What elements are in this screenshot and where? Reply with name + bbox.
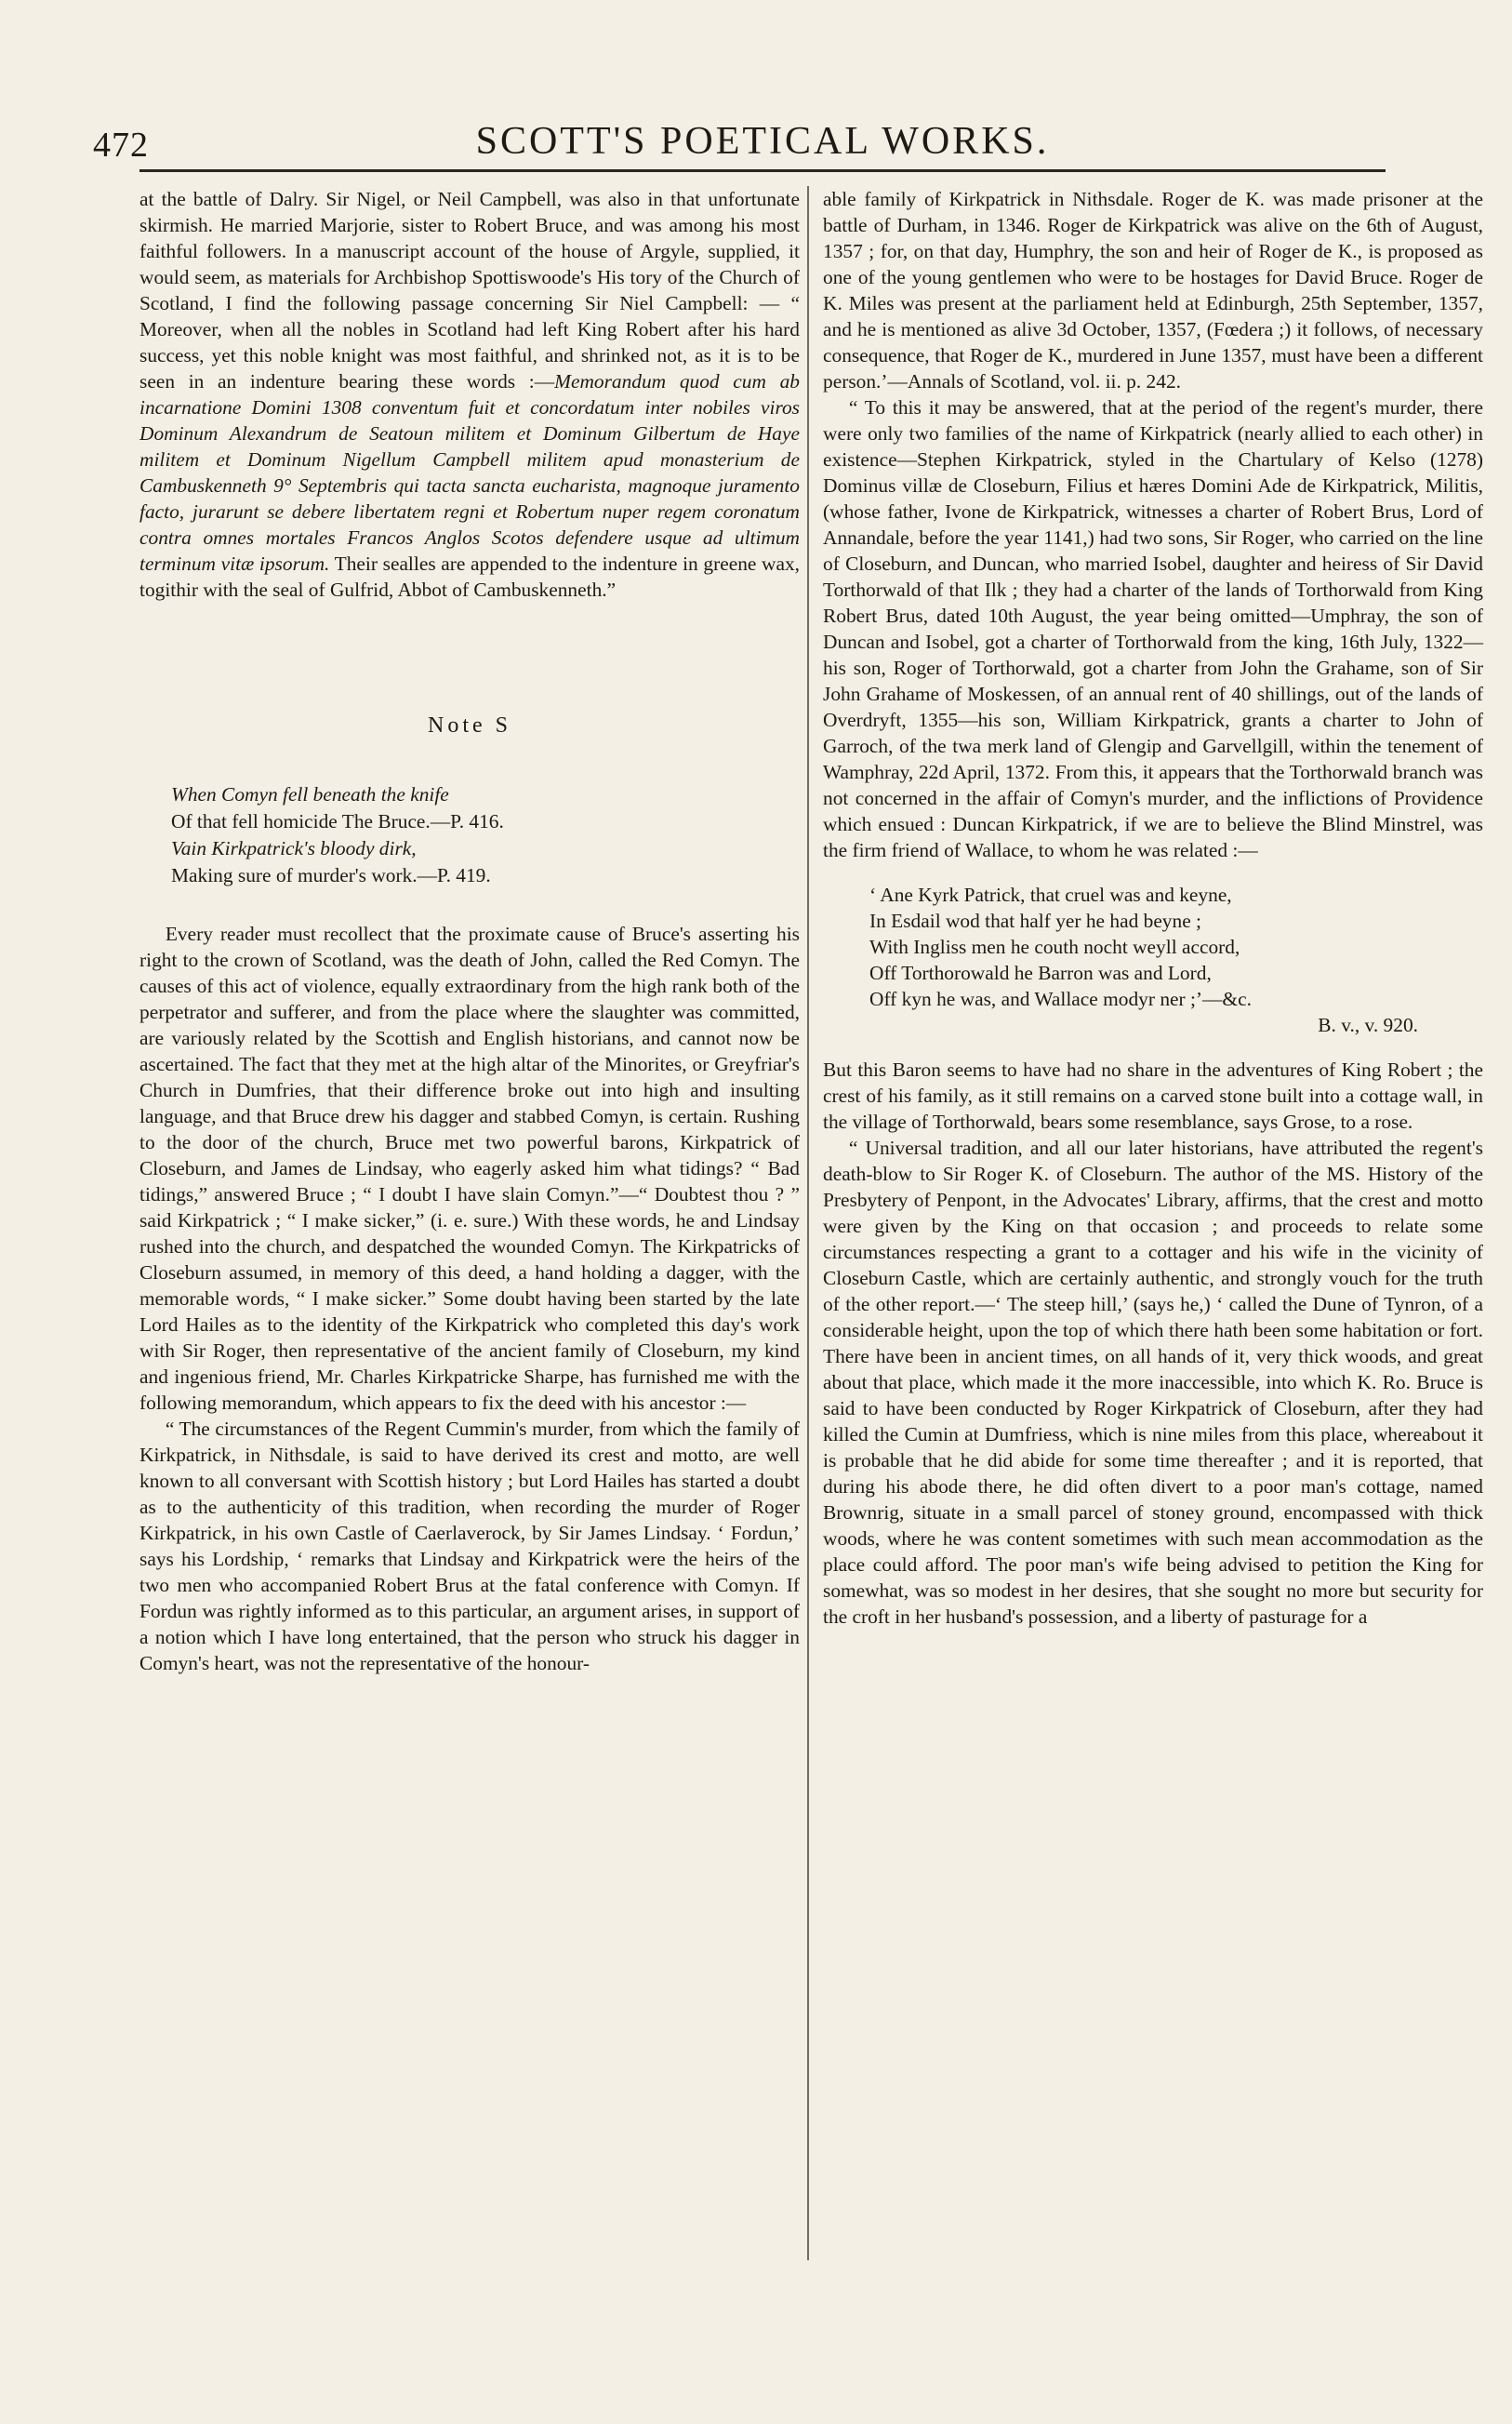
verse-line: Of that fell homicide The Bruce.—P. 416. [171, 810, 504, 832]
left-column [139, 186, 800, 1676]
page-number: 472 [93, 126, 149, 165]
quote-citation: B. v., v. 920. [1318, 1014, 1418, 1036]
verse-line: Making sure of murder's work.—P. 419. [171, 864, 491, 886]
page-reference: —P. 419. [417, 864, 491, 886]
quote-line: ‘ Ane Kyrk Patrick, that cruel was and keyne, [869, 884, 1232, 906]
page-header [93, 119, 1432, 175]
quote-line: With Ingliss men he couth nocht weyll accord, [869, 936, 1240, 958]
left-paragraph-2: Every reader must recollect that the proximate cause of Bruce's asserting his right to the crown of Scotland, was the death of John, called the Red Comyn. The causes of this act of violence, equally extraordinary from the high rank both of the perpetrator and sufferer, and from the place where the slaughter was committed, are variously related by the Scottish and English historians, and cannot now be ascertained. The fact that they met at the high altar of the Minorites, or Greyfriar's Church in Dumfries, that their difference broke out into high and insulting language, and that Bruce drew his dagger and stabbed Comyn, is certain. Rushing to the door of the church, Bruce met two powerful barons, Kirkpatrick of Closeburn, and James de Lindsay, who eagerly asked him what tidings? “ Bad tidings,” answered Bruce ; “ I doubt I have slain Comyn.”—“ Doubtest thou ? ” said Kirkpatrick ; “ I make sicker,” (i. e. sure.) With these words, he and Lindsay rushed into the church, and despatched the wounded Comyn. The Kirkpatricks of Closeburn assumed, in memory of this deed, a hand holding a dagger, with the memorable words, “ I make sicker.” Some doubt having been started by the late Lord Hailes as to the identity of the Kirkpatrick who completed this day's work with Sir Roger, then representative of the ancient family of Closeburn, my kind and ingenious friend, Mr. Charles Kirkpatricke Sharpe, has furnished me with the following memorandum, which appears to fix the deed with his ancestor :— [139, 923, 800, 1414]
right-paragraph-4: “ Universal tradition, and all our later historians, have attributed the regent's death-blow to Sir Roger K. of Closeburn. The author of the MS. History of the Presbytery of Penpont, in the Advocates' Library, affirms, that the crest and motto were given by the King on that occasion ; and proceeds to relate some circumstances respecting a grant to a cottager and his wife in the vicinity of Closeburn Castle, which are certainly authentic, and strongly vouch for the truth of the other report.—‘ The steep hill,’ (says he,) ‘ called the Dune of Tynron, of a considerable height, upon the top of which there hath been some habitation or fort. There have been in ancient times, on all hands of it, very thick woods, and great about that place, which made it the more inaccessible, into which K. Ro. Bruce is said to have been conducted by Roger Kirkpatrick of Closeburn, after they had killed the Cumin at Dumfriess, which is nine miles from this place, whereabout it is probable that he did abide for some time thereafter ; and it is reported, that during his abode there, he did often divert to a poor man's cottage, named Brownrig, situate in a small parcel of stoney ground, encompassed with thick woods, where he was content sometimes with such mean accommodation as the place could afford. The poor man's wife being advised to petition the King for somewhat, was so modest in her desires, that she sought no more but security for the croft in her husband's possession, and a liberty of pasturage for a [823, 1137, 1483, 1628]
left-paragraph-1: at the battle of Dalry. Sir Nigel, or Neil Campbell, was also in that unfortunate skirmish. He married Marjorie, sister to Robert Bruce, and was among his most faithful followers. In a manuscript account of the house of Argyle, supplied, it would seem, as materials for Archbishop Spottiswoode's His tory of the Church of Scotland, I find the following passage concerning Sir Niel Campbell: — “ Moreover, when all the nobles in Scotland had left King Robert after his hard success, yet this noble knight was most faithful, and shrinked not, as it is to be seen in an indenture bearing these words :—Memorandum quod cum ab incarnatione Domini 1308 conventum fuit et concordatum inter nobiles viros Dominum Alexandrum de Seatoun militem et Dominum Gilbertum de Haye militem et Dominum Nigellum Campbell militem apud monasterium de Cambuskenneth 9° Septembris qui tacta sancta eucharista, magnoque juramento facto, jurarunt se debere libertatem regni et Robertum nuper regem coronatum contra omnes mortales Francos Anglos Scotos defendere usque ad ultimum terminum vitæ ipsorum. Their sealles are appended to the indenture in greene wax, togithir with the seal of Gulfrid, Abbot of Cambuskenneth.” [139, 188, 801, 601]
note-heading: Note S [428, 713, 511, 738]
minstrel-quote [869, 882, 1483, 1038]
right-column [823, 186, 1483, 1630]
quote-line: Off Torthorowald he Barron was and Lord, [869, 962, 1212, 984]
right-paragraph-2: “ To this it may be answered, that at the period of the regent's murder, there were only two families of the name of Kirkpatrick (nearly allied to each other) in existence—Stephen Kirkpatrick, styled in the Chartulary of Kelso (1278) Dominus villæ de Closeburn, Filius et hæres Domini Ade de Kirkpatrick, Militis, (whose father, Ivone de Kirkpatrick, witnesses a charter of Robert Brus, Lord of Annandale, before the year 1141,) had two sons, Sir Roger, who carried on the line of Closeburn, and Duncan, who married Isobel, daughter and heiress of Sir David Torthorwald of that Ilk ; they had a charter of the lands of Torthorwald from King Robert Brus, dated 10th August, the year being omitted—Umphray, the son of Duncan and Isobel, got a charter of Torthorwald from the king, 16th July, 1322—his son, Roger of Torthorwald, got a charter from John the Grahame, son of Sir John Grahame of Moskessen, of an annual rent of 40 shillings, out of the lands of Overdryft, 1355—his son, William Kirkpatrick, grants a charter to John of Garroch, of the twa merk land of Glengip and Garvellgill, within the tenement of Wamphray, 22d April, 1372. From this, it appears that the Torthorwald branch was not concerned in the affair of Comyn's murder, and the inflictions of Providence which ensued : Duncan Kirkpatrick, if we are to believe the Blind Minstrel, was the firm friend of Wallace, to whom he was related :— [823, 396, 1483, 861]
latin-indenture: Memorandum quod cum ab incarnatione Domini 1308 conventum fuit et concordatum inter nobiles viros Dominum Alexandrum de Seatoun militem et Dominum Gilbertum de Haye militem et Dominum Nigellum Campbell militem apud monasterium de Cambuskenneth 9° Septembris qui tacta sancta eucharista, magnoque juramento facto, jurarunt se debere libertatem regni et Robertum nuper regem coronatum contra omnes mortales Francos Anglos Scotos defendere usque ad ultimum terminum vitæ ipsorum. [139, 370, 800, 575]
right-paragraph-1: able family of Kirkpatrick in Nithsdale. Roger de K. was made prisoner at the battle of Durham, in 1346. Roger de Kirkpatrick was alive on the 6th of August, 1357 ; for, on that day, Humphry, the son and heir of Roger de K., is proposed as one of the young gentlemen who were to be hostages for David Bruce. Roger de K. Miles was present at the parliament held at Edinburgh, 25th September, 1357, and he is mentioned as alive 3d October, 1357, (Fœdera ;) it follows, of necessary consequence, that Roger de K., murdered in June 1357, must have been a different person.’—Annals of Scotland, vol. ii. p. 242. [823, 188, 1483, 393]
right-paragraph-3: But this Baron seems to have had no share in the adventures of King Robert ; the crest of his family, as it still remains on a carved stone built into a cottage wall, in the village of Torthorwald, bears some resemblance, says Grose, to a rose. [823, 1059, 1483, 1133]
page-reference: —P. 416. [430, 810, 504, 832]
verse-line: When Comyn fell beneath the knife [171, 783, 449, 806]
note-verse [171, 781, 800, 889]
running-title: SCOTT'S POETICAL WORKS. [475, 120, 1050, 163]
column-divider [807, 186, 809, 2260]
header-rule [139, 169, 1386, 172]
verse-line: Vain Kirkpatrick's bloody dirk, [171, 837, 417, 859]
quote-line: In Esdail wod that half yer he had beyne ; [869, 910, 1201, 932]
left-paragraph-3: “ The circumstances of the Regent Cummin's murder, from which the family of Kirkpatrick, in Nithsdale, is said to have derived its crest and motto, are well known to all conversant with Scottish history ; but Lord Hailes has started a doubt as to the authenticity of this tradition, when recording the murder of Roger Kirkpatrick, in his own Castle of Caerlaverock, by Sir James Lindsay. ‘ Fordun,’ says his Lordship, ‘ remarks that Lindsay and Kirkpatrick were the heirs of the two men who accompanied Robert Brus at the fatal conference with Comyn. If Fordun was rightly informed as to this particular, an argument arises, in support of a notion which I have long entertained, that the person who struck his dagger in Comyn's heart, was not the representative of the honour- [139, 1418, 800, 1674]
quote-line: Off kyn he was, and Wallace modyr ner ;’—&c. [869, 988, 1252, 1010]
